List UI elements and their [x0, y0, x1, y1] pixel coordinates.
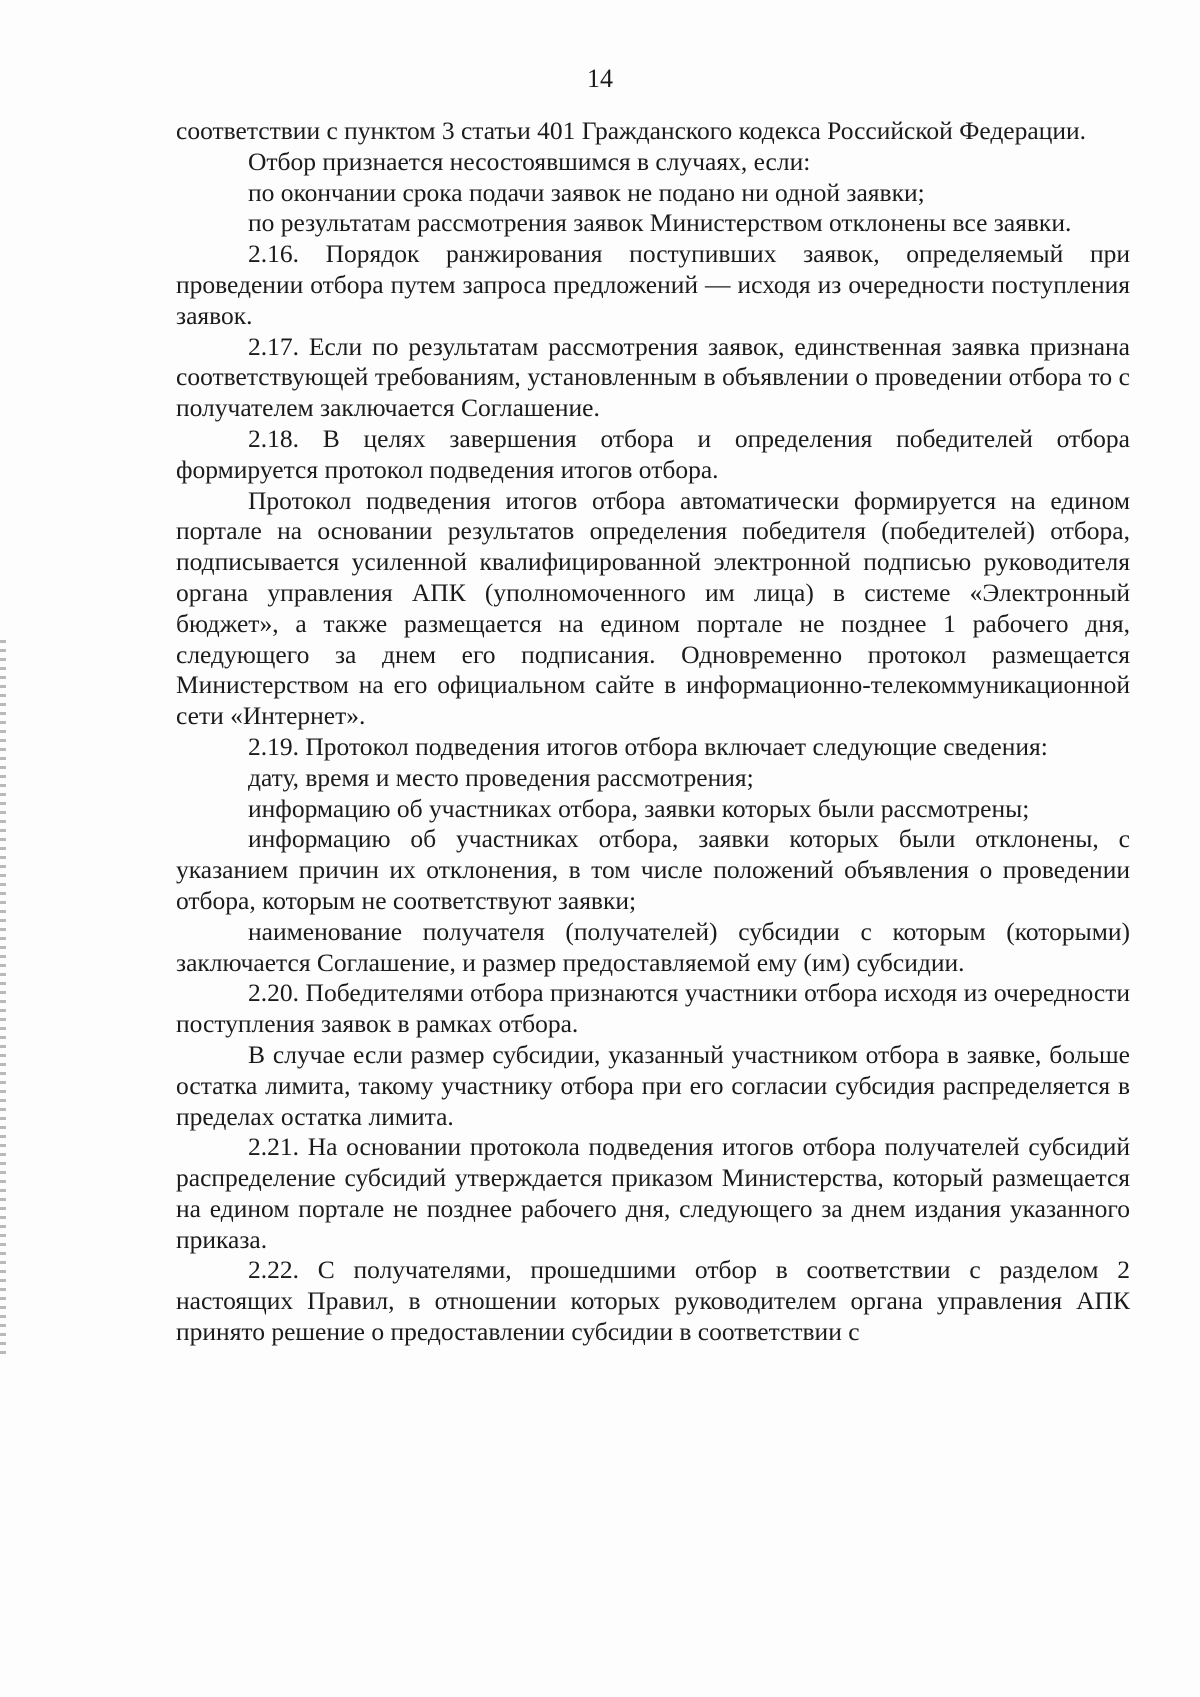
paragraph: информацию об участниках отбора, заявки которых были отклонены, с указанием причин их отклонения, в том числе положений объявления о проведении отбора, которым не соответствуют заявки;: [176, 824, 1130, 915]
paragraph: 2.18. В целях завершения отбора и определения победителей отбора формируется протокол подведения итогов отбора.: [176, 423, 1130, 484]
document-body: [176, 116, 1130, 1348]
paragraph: 2.16. Порядок ранжирования поступивших заявок, определяемый при проведении отбора путем запроса предложений — исходя из очередности поступления заявок.: [176, 239, 1130, 330]
paragraph: 2.19. Протокол подведения итогов отбора включает следующие сведения:: [248, 731, 1048, 761]
paragraph: информацию об участниках отбора, заявки которых были рассмотрены;: [248, 793, 1030, 823]
paragraph: Отбор признается несостоявшимся в случаях, если:: [248, 146, 811, 176]
paragraph: 2.20. Победителями отбора признаются участники отбора исходя из очередности поступления заявок в рамках отбора.: [176, 978, 1130, 1039]
paragraph: Протокол подведения итогов отбора автоматически формируется на едином портале на основании результатов определения победителя (победителей) отбора, подписывается усиленной квалифицированной электронной подписью руководителя органа управления АПК (уполномоченного им лица) в системе «Электронный бюджет», а также размещается на едином портале не позднее 1 рабочего дня, следующего за днем его подписания. Одновременно протокол размещается Министерством на его официальном сайте в информационно-телекоммуникационной сети «Интернет».: [176, 485, 1130, 731]
paragraph: наименование получателя (получателей) субсидии с которым (которыми) заключается Соглашение, и размер предоставляемой ему (им) субсидии.: [176, 916, 1130, 977]
paragraph: 2.17. Если по результатам рассмотрения заявок, единственная заявка признана соответствующей требованиям, установленным в объявлении о проведении отбора то с получателем заключается Соглашение.: [176, 331, 1130, 423]
paragraph: 2.21. На основании протокола подведения итогов отбора получателей субсидий распределение субсидий утверждается приказом Министерства, который размещается на едином портале не позднее рабочего дня, следующего за днем издания указанного приказа.: [176, 1132, 1130, 1254]
paragraph: соответствии с пунктом 3 статьи 401 Гражданского кодекса Российской Федерации.: [176, 116, 1087, 145]
paragraph: по окончании срока подачи заявок не подано ни одной заявки;: [248, 177, 925, 207]
scan-edge-marks: [0, 640, 6, 1360]
paragraph: дату, время и место проведения рассмотрения;: [248, 762, 754, 792]
paragraph: В случае если размер субсидии, указанный участником отбора в заявке, больше остатка лимита, такому участнику отбора при его согласии субсидия распределяется в пределах остатка лимита.: [176, 1039, 1130, 1131]
paragraph: 2.22. С получателями, прошедшими отбор в соответствии с разделом 2 настоящих Правил, в отношении которых руководителем органа управления АПК принято решение о предоставлении субсидии в соответствии с: [176, 1255, 1130, 1347]
page-number: 14: [587, 64, 613, 93]
paragraph: по результатам рассмотрения заявок Министерством отклонены все заявки.: [248, 208, 1072, 238]
